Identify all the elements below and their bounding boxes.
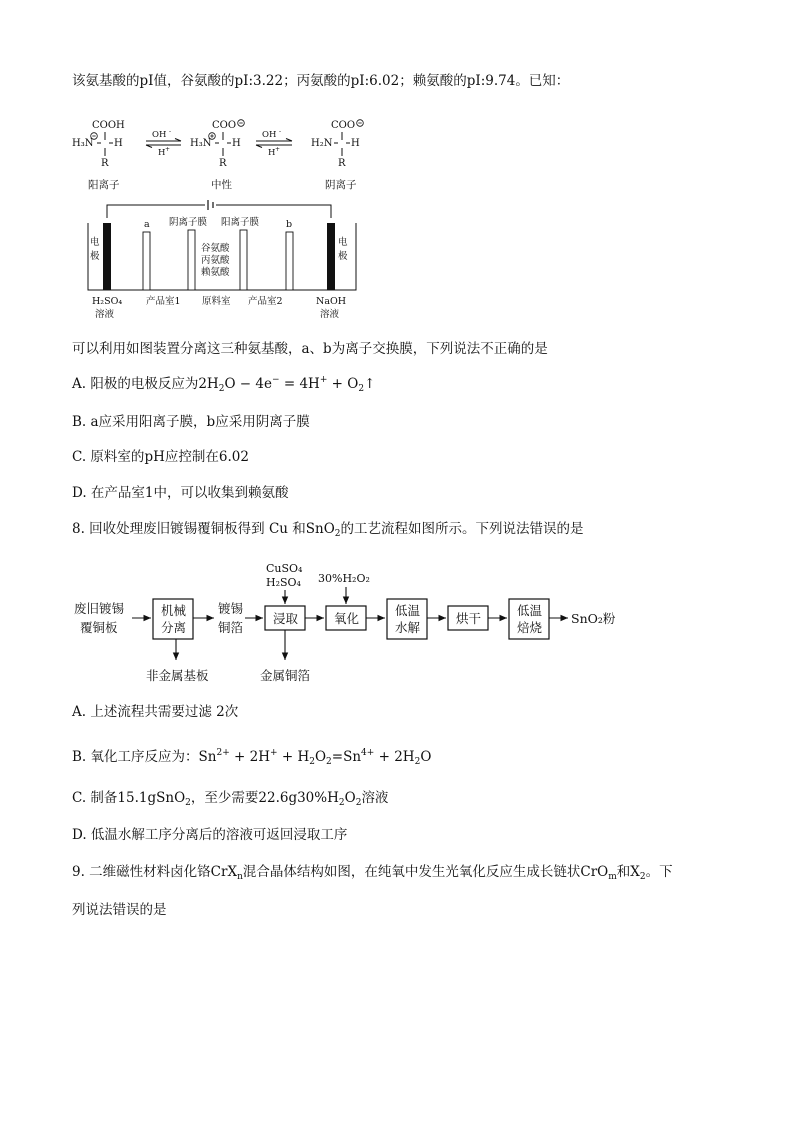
svg-text:阳离子膜: 阳离子膜: [221, 217, 260, 228]
output-sno2: SnO₂粉: [571, 611, 616, 626]
svg-text:-: -: [169, 128, 172, 135]
q8-stem: 8. 回收处理废旧镀锡覆铜板得到 Cu 和SnO$_2$的工艺流程如图所示。下列说法错误的是: [72, 521, 584, 539]
svg-text:阴离子膜: 阴离子膜: [169, 217, 208, 228]
equilibrium-arrow-2: [256, 128, 292, 158]
left-electrode: [103, 223, 111, 290]
label-anion: 阴离子: [325, 179, 357, 191]
label-cation: 阳离子: [88, 179, 120, 191]
svg-text:谷氨酸: 谷氨酸: [201, 243, 230, 254]
q7-option-c[interactable]: C. 原料室的pH应控制在6.02: [72, 449, 249, 465]
q9-stem-line2: 列说法错误的是: [72, 902, 167, 918]
electrolysis-apparatus: [88, 200, 356, 320]
svg-text:电: 电: [338, 237, 348, 248]
svg-text:镀锡: 镀锡: [218, 601, 244, 616]
neutral-structure: [190, 120, 244, 191]
membrane-a: [143, 232, 150, 290]
svg-text:a: a: [144, 219, 150, 230]
svg-text:OH: OH: [152, 130, 167, 140]
q9-stem-line1: 9. 二维磁性材料卤化铬CrX$_n$混合晶体结构如图，在纯氧中发生光氧化反应生成长链状CrO$_m$和$X_2$。下: [72, 864, 673, 882]
svg-text:烘干: 烘干: [456, 611, 482, 626]
svg-text:+: +: [275, 146, 281, 153]
svg-text:COO: COO: [212, 120, 237, 131]
svg-text:CuSO₄: CuSO₄: [266, 562, 303, 575]
svg-text:H₂SO₄: H₂SO₄: [92, 296, 123, 307]
svg-text:H₃N: H₃N: [72, 138, 94, 149]
svg-text:原料室: 原料室: [202, 296, 231, 307]
svg-text:极: 极: [90, 251, 100, 262]
svg-text:低温: 低温: [395, 603, 421, 618]
amino-acid-diagram: [60, 110, 380, 330]
svg-text:溶液: 溶液: [95, 309, 115, 320]
cation-membrane: [240, 230, 247, 290]
process-flowchart: [68, 555, 638, 690]
svg-text:低温: 低温: [517, 603, 543, 618]
svg-text:浸取: 浸取: [273, 611, 299, 626]
label-neutral: 中性: [211, 179, 232, 191]
byproduct-nonmetal: 非金属基板: [146, 668, 209, 683]
svg-text:产品室2: 产品室2: [248, 296, 283, 307]
svg-text:丙氨酸: 丙氨酸: [201, 255, 230, 266]
svg-text:R: R: [219, 158, 227, 169]
svg-text:H: H: [351, 138, 360, 149]
svg-text:赖氨酸: 赖氨酸: [201, 267, 230, 278]
svg-text:焙烧: 焙烧: [517, 620, 543, 635]
q8-option-b[interactable]: B. 氧化工序反应为：$Sn^{2+} + 2H^+ + H_2O_2=Sn^{4+} + 2H_2O$: [72, 748, 432, 767]
svg-text:b: b: [286, 219, 293, 230]
anion-membrane: [188, 230, 195, 290]
anion-structure: [311, 120, 363, 191]
q7-stem: 可以利用如图装置分离这三种氨基酸，a、b为离子交换膜，下列说法不正确的是: [72, 341, 548, 357]
svg-text:R: R: [338, 158, 346, 169]
svg-text:-: -: [279, 128, 282, 135]
svg-text:COO: COO: [331, 120, 356, 131]
svg-text:+: +: [165, 146, 171, 153]
svg-text:机械: 机械: [161, 603, 187, 618]
svg-text:水解: 水解: [395, 620, 421, 635]
svg-text:极: 极: [338, 251, 348, 262]
svg-text:氧化: 氧化: [334, 611, 360, 626]
q8-option-d[interactable]: D. 低温水解工序分离后的溶液可返回浸取工序: [72, 827, 348, 843]
svg-text:分离: 分离: [161, 620, 187, 635]
svg-text:铜箔: 铜箔: [218, 620, 244, 635]
svg-text:NaOH: NaOH: [316, 296, 347, 307]
svg-text:H: H: [268, 148, 276, 158]
svg-text:H: H: [114, 138, 123, 149]
svg-text:产品室1: 产品室1: [146, 296, 181, 307]
equilibrium-arrow-1: [146, 128, 181, 158]
right-electrode: [327, 223, 335, 290]
svg-text:OH: OH: [262, 130, 277, 140]
cation-structure: [72, 120, 125, 191]
intro-line: 该氨基酸的pI值，谷氨酸的pI:3.22；丙氨酸的pI:6.02；赖氨酸的pI:9.74。已知：: [72, 73, 570, 89]
svg-text:COOH: COOH: [92, 120, 125, 131]
svg-text:溶液: 溶液: [320, 309, 340, 320]
svg-text:30%H₂O₂: 30%H₂O₂: [318, 572, 370, 585]
q8-option-a[interactable]: A. 上述流程共需要过滤 2次: [72, 704, 239, 720]
svg-text:R: R: [101, 158, 109, 169]
svg-text:废旧镀锡: 废旧镀锡: [74, 601, 125, 616]
membrane-b: [286, 232, 293, 290]
svg-text:H: H: [232, 138, 241, 149]
svg-text:电: 电: [90, 237, 100, 248]
svg-text:覆铜板: 覆铜板: [80, 620, 118, 635]
q7-option-d[interactable]: D. 在产品室1中，可以收集到赖氨酸: [72, 485, 289, 501]
svg-text:H₂N: H₂N: [311, 138, 333, 149]
svg-text:H₂SO₄: H₂SO₄: [266, 576, 301, 589]
q7-option-b[interactable]: B. a应采用阳离子膜，b应采用阴离子膜: [72, 414, 310, 430]
svg-text:H: H: [158, 148, 166, 158]
q8-option-c[interactable]: C. 制备15.1gSnO$_2$，至少需要$22.6g30\%H_2O_2$溶液: [72, 790, 389, 808]
svg-text:H₃N: H₃N: [190, 138, 212, 149]
byproduct-copper: 金属铜箔: [260, 668, 311, 683]
q7-option-a[interactable]: A. 阳极的电极反应为$2H_2O - 4e^- = 4H^+$ + $O_2↑$: [72, 375, 376, 394]
